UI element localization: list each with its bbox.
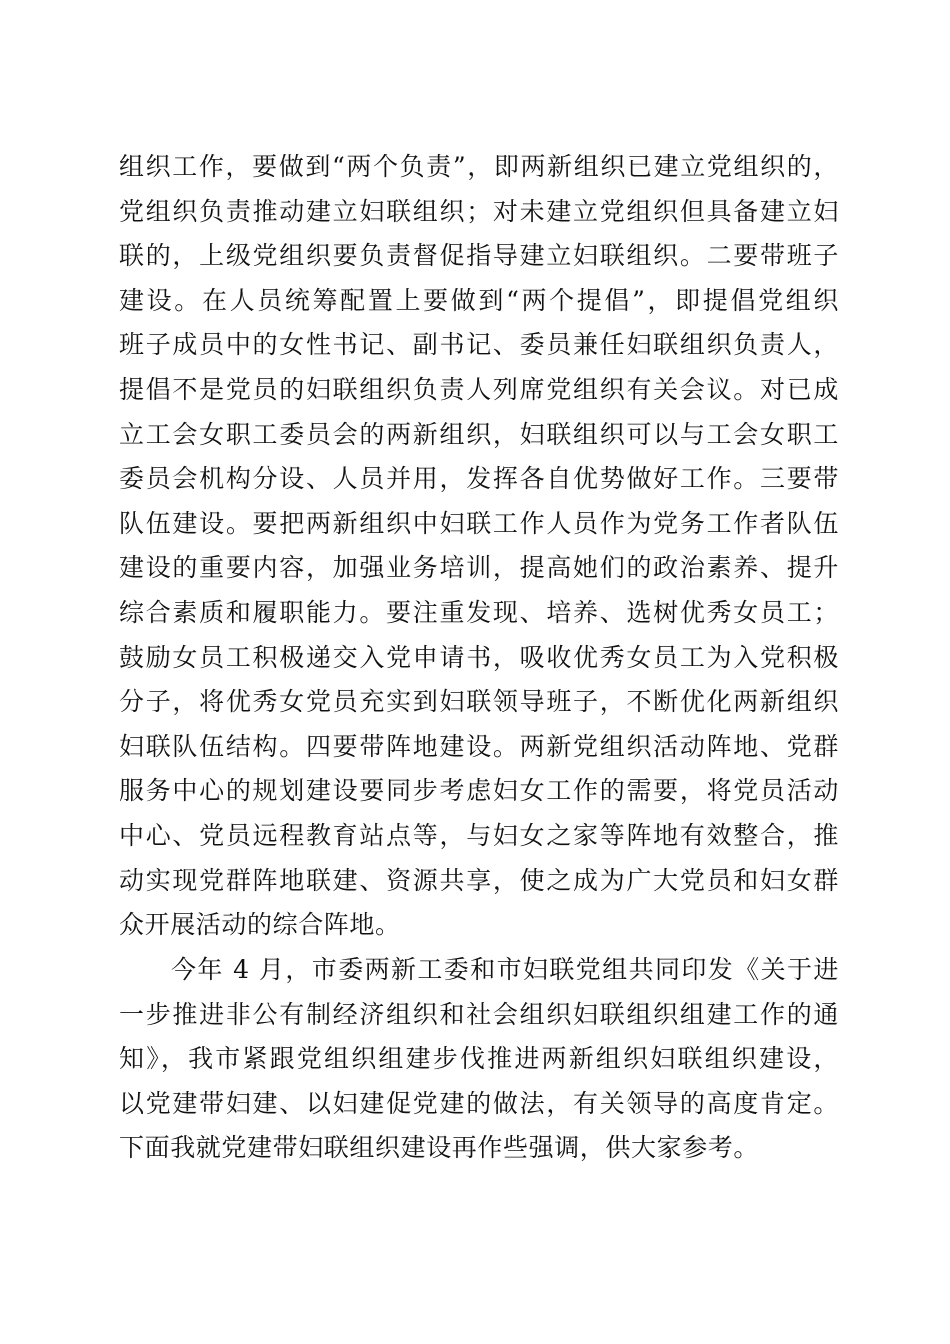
- text-line: 知》，我市紧跟党组织组建步伐推进两新组织妇联组织建设，: [119, 1044, 839, 1074]
- text-line: 以党建带妇建、以妇建促党建的做法，有关领导的高度肯定。: [119, 1088, 839, 1118]
- text-line: 组织工作，要做到“两个负责”，即两新组织已建立党组织的，: [119, 152, 839, 181]
- text-line: 综合素质和履职能力。要注重发现、培养、选树优秀女员工；: [119, 597, 839, 627]
- text-line: 鼓励女员工积极递交入党申请书，吸收优秀女员工为入党积极: [119, 642, 839, 672]
- text-line: 建设。在人员统筹配置上要做到“两个提倡”，即提倡党组织: [119, 285, 839, 315]
- text-line: 众开展活动的综合阵地。: [119, 910, 401, 940]
- text-line: 班子成员中的女性书记、副书记、委员兼任妇联组织负责人，: [119, 330, 839, 360]
- text-line: 队伍建设。要把两新组织中妇联工作人员作为党务工作者队伍: [119, 508, 839, 538]
- text-line: 下面我就党建带妇联组织建设再作些强调，供大家参考。: [119, 1133, 760, 1163]
- paragraph-1: [119, 145, 839, 948]
- text-line: 一步推进非公有制经济组织和社会组织妇联组织组建工作的通: [119, 999, 839, 1029]
- text-line: 动实现党群阵地联建、资源共享，使之成为广大党员和妇女群: [119, 865, 839, 895]
- text-line: 党组织负责推动建立妇联组织；对未建立党组织但具备建立妇: [119, 196, 839, 226]
- text-line: 中心、党员远程教育站点等，与妇女之家等阵地有效整合，推: [119, 820, 839, 850]
- text-line: 立工会女职工委员会的两新组织，妇联组织可以与工会女职工: [119, 419, 839, 449]
- paragraph-2: [119, 948, 839, 1171]
- text-line: 分子，将优秀女党员充实到妇联领导班子，不断优化两新组织: [119, 687, 839, 717]
- text-line: 建设的重要内容，加强业务培训，提高她们的政治素养、提升: [119, 553, 839, 583]
- text-line: 提倡不是党员的妇联组织负责人列席党组织有关会议。对已成: [119, 374, 839, 404]
- text-line: 今年 4 月，市委两新工委和市妇联党组共同印发《关于进: [171, 955, 839, 984]
- text-line: 委员会机构分设、人员并用，发挥各自优势做好工作。三要带: [119, 464, 839, 494]
- text-line: 妇联队伍结构。四要带阵地建设。两新党组织活动阵地、党群: [119, 731, 839, 761]
- text-line: 联的，上级党组织要负责督促指导建立妇联组织。二要带班子: [119, 241, 839, 271]
- text-line: 服务中心的规划建设要同步考虑妇女工作的需要，将党员活动: [119, 776, 839, 806]
